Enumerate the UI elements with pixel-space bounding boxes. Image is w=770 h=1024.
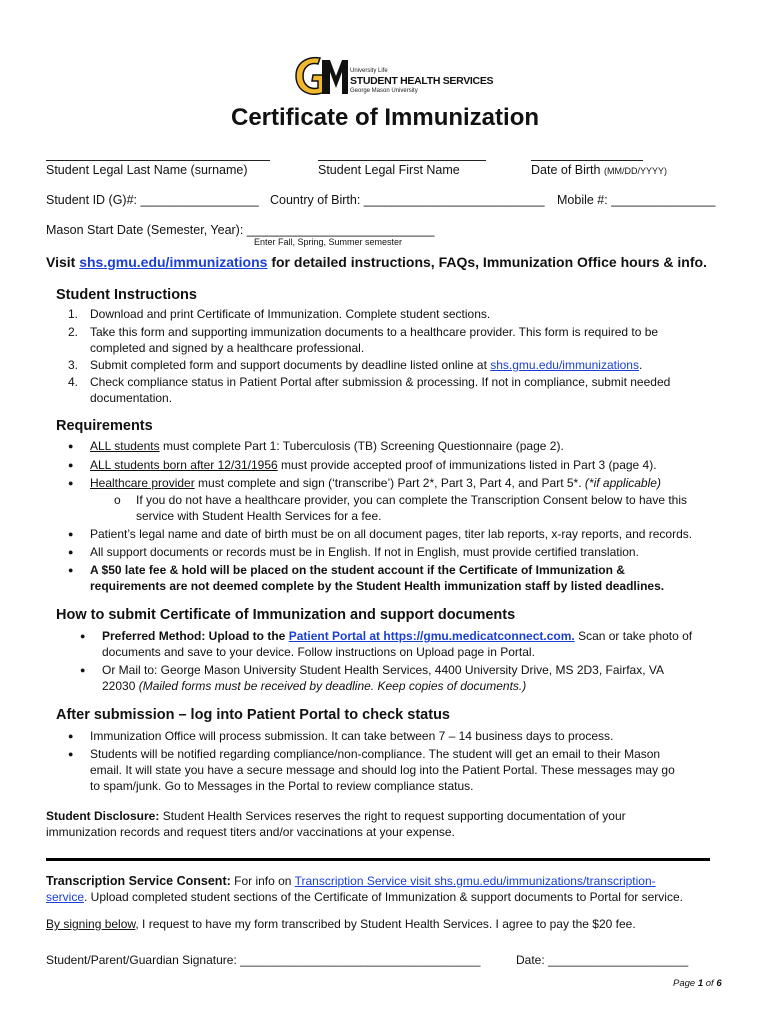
req-3-underlined: Healthcare provider — [90, 476, 195, 490]
requirements-heading: Requirements — [56, 418, 153, 434]
requirement-2 — [90, 457, 657, 473]
transcription-consent-2 — [46, 889, 683, 905]
signature-field[interactable]: Student/Parent/Guardian Signature: ____________________________________ — [46, 953, 481, 967]
instruction-3-text: Submit completed form and support documents by deadline listed online at — [90, 358, 491, 372]
patient-portal-link[interactable]: Patient Portal at https://gmu.medicatconnect.com. — [288, 629, 575, 643]
dob-format: (MM/DD/YYYY) — [603, 166, 667, 176]
after-item-2b: email. It will state you have a secure message and should log into the Patient Portal. These messages may go — [90, 763, 675, 777]
how-to-submit-heading: How to submit Certificate of Immunization and support documents — [56, 607, 516, 623]
student-id-field[interactable]: Student ID (G)#: _________________ — [46, 193, 259, 207]
requirement-6b: requirements are not deemed complete by the Student Health immunization staff by listed deadlines. — [90, 579, 665, 593]
requirement-3-sub-b: service with Student Health Services for a fee. — [136, 509, 382, 523]
requirement-4: Patient’s legal name and date of birth must be on all document pages, titer lab reports, x-ray reports, and records. — [90, 527, 693, 541]
instruction-3-end: . — [638, 358, 643, 372]
country-of-birth-field[interactable]: Country of Birth: __________________________ — [270, 193, 545, 207]
logo-line-2: STUDENT HEALTH SERVICES — [350, 75, 494, 87]
instruction-2b: completed and signed by a healthcare professional. — [90, 341, 365, 355]
submit-method-2a: Or Mail to: George Mason University Student Health Services, 4400 University Drive, MS 2D3, Fairfax, VA — [102, 663, 664, 677]
section-divider — [46, 858, 710, 861]
after-item-1: Immunization Office will process submission. It can take between 7 – 14 business days to process. — [90, 729, 614, 743]
page-number — [673, 978, 722, 989]
list-number: 1. — [68, 307, 79, 321]
submit-method-1b: documents and save to your device. Follow instructions on Upload page in Portal. — [102, 645, 535, 659]
consent-label: Transcription Service Consent: — [46, 874, 231, 888]
transcription-consent — [46, 873, 656, 889]
bullet: ● — [80, 631, 86, 641]
after-item-2c: to spam/junk. Go to Messages in the Portal to review compliance status. — [90, 779, 474, 793]
dob-label-text: Date of Birth — [531, 163, 601, 177]
req-3-note: (*if applicable) — [584, 476, 661, 490]
after-submission-heading: After submission – log into Patient Portal to check status — [56, 707, 450, 723]
bullet: ● — [68, 529, 74, 539]
consent-pre: For info on — [230, 874, 295, 888]
page-label: Page — [673, 978, 698, 989]
first-name-label: Student Legal First Name — [318, 163, 460, 177]
logo-line-1: University Life — [350, 68, 388, 74]
page-of: of — [703, 978, 717, 989]
last-name-line[interactable] — [46, 160, 270, 161]
instruction-4a: Check compliance status in Patient Portal after submission & processing. If not in compliance, submit needed — [90, 375, 671, 389]
sub-bullet: o — [114, 493, 121, 507]
date-field[interactable]: Date: _____________________ — [516, 953, 689, 967]
submit-method-2b — [102, 678, 526, 694]
mobile-field[interactable]: Mobile #: _______________ — [557, 193, 716, 207]
bullet: ● — [68, 565, 74, 575]
logo-line-3: George Mason University — [350, 88, 418, 94]
req-2-underlined: ALL students born after 12/31/1956 — [90, 458, 278, 472]
by-signing-below: By signing below — [46, 917, 136, 931]
submit-method-1-text: Scan or take photo of — [574, 629, 693, 643]
signing-text: , I request to have my form transcribed by Student Health Services. I agree to pay the $20 fee. — [135, 917, 636, 931]
student-instructions-heading: Student Instructions — [56, 287, 197, 303]
instruction-2a: Take this form and supporting immunization documents to a healthcare provider. This form is required to be — [90, 325, 659, 339]
bullet: ● — [80, 665, 86, 675]
disclosure-text-1: Student Health Services reserves the right to request supporting documentation of your — [159, 809, 626, 823]
visit-post: for detailed instructions, FAQs, Immunization Office hours & info. — [267, 254, 707, 270]
req-1-text: must complete Part 1: Tuberculosis (TB) Screening Questionnaire (page 2). — [159, 439, 564, 453]
bullet: ● — [68, 441, 74, 451]
requirement-5: All support documents or records must be in English. If not in English, must provide certified translation. — [90, 545, 639, 559]
student-disclosure — [46, 808, 626, 824]
transcription-link-1[interactable]: Transcription Service visit shs.gmu.edu/immunizations/transcription- — [294, 874, 656, 888]
first-name-line[interactable] — [318, 160, 486, 161]
start-date-hint: Enter Fall, Spring, Summer semester — [254, 237, 403, 247]
disclosure-label: Student Disclosure: — [46, 809, 160, 823]
instruction-4b: documentation. — [90, 391, 173, 405]
list-number: 4. — [68, 375, 79, 389]
last-name-label: Student Legal Last Name (surname) — [46, 163, 248, 177]
dob-label — [531, 163, 667, 177]
transcription-link-2[interactable]: service — [46, 890, 85, 904]
list-number: 2. — [68, 325, 79, 339]
visit-link[interactable]: shs.gmu.edu/immunizations — [79, 254, 268, 270]
bullet: ● — [68, 460, 74, 470]
gm-logo-icon — [292, 54, 350, 98]
page-total: 6 — [716, 978, 722, 989]
after-item-2a: Students will be notified regarding compliance/non-compliance. The student will get an email to their Mason — [90, 747, 661, 761]
start-date-field[interactable]: Mason Start Date (Semester, Year): ___________________________ — [46, 223, 435, 237]
instruction-3 — [90, 357, 642, 373]
page-title: Certificate of Immunization — [230, 104, 540, 131]
preferred-method-label: Preferred Method: Upload to the — [102, 629, 289, 643]
requirement-3-sub-a: If you do not have a healthcare provider, you can complete the Transcription Consent below to have this — [136, 493, 687, 507]
bullet: ● — [68, 547, 74, 557]
req-2-text: must provide accepted proof of immunizations listed in Part 3 (page 4). — [277, 458, 657, 472]
submit-method-1a — [102, 628, 692, 644]
disclosure-text-2: immunization records and request titers and/or vaccinations at your expense. — [46, 825, 455, 839]
visit-pre: Visit — [46, 254, 80, 270]
mail-note: (Mailed forms must be received by deadline. Keep copies of documents.) — [138, 679, 527, 693]
page-current: 1 — [697, 978, 704, 989]
instruction-3-link[interactable]: shs.gmu.edu/immunizations — [490, 358, 639, 372]
bullet: ● — [68, 731, 74, 741]
requirement-3 — [90, 475, 661, 491]
instruction-1: Download and print Certificate of Immunization. Complete student sections. — [90, 307, 491, 321]
requirement-1 — [90, 438, 564, 454]
bullet: ● — [68, 478, 74, 488]
list-number: 3. — [68, 358, 79, 372]
shs-logo — [292, 54, 492, 100]
signing-statement — [46, 916, 636, 932]
bullet: ● — [68, 749, 74, 759]
req-1-underlined: ALL students — [90, 439, 160, 453]
mail-zip: 22030 — [102, 679, 139, 693]
req-3-text: must complete and sign (‘transcribe’) Part 2*, Part 3, Part 4, and Part 5*. — [194, 476, 585, 490]
requirement-6a: A $50 late fee & hold will be placed on the student account if the Certificate of Immunization & — [90, 563, 625, 577]
dob-line[interactable] — [531, 160, 643, 161]
consent-post: . Upload completed student sections of the Certificate of Immunization & support documents to Portal for service. — [84, 890, 683, 904]
visit-line — [46, 254, 707, 270]
